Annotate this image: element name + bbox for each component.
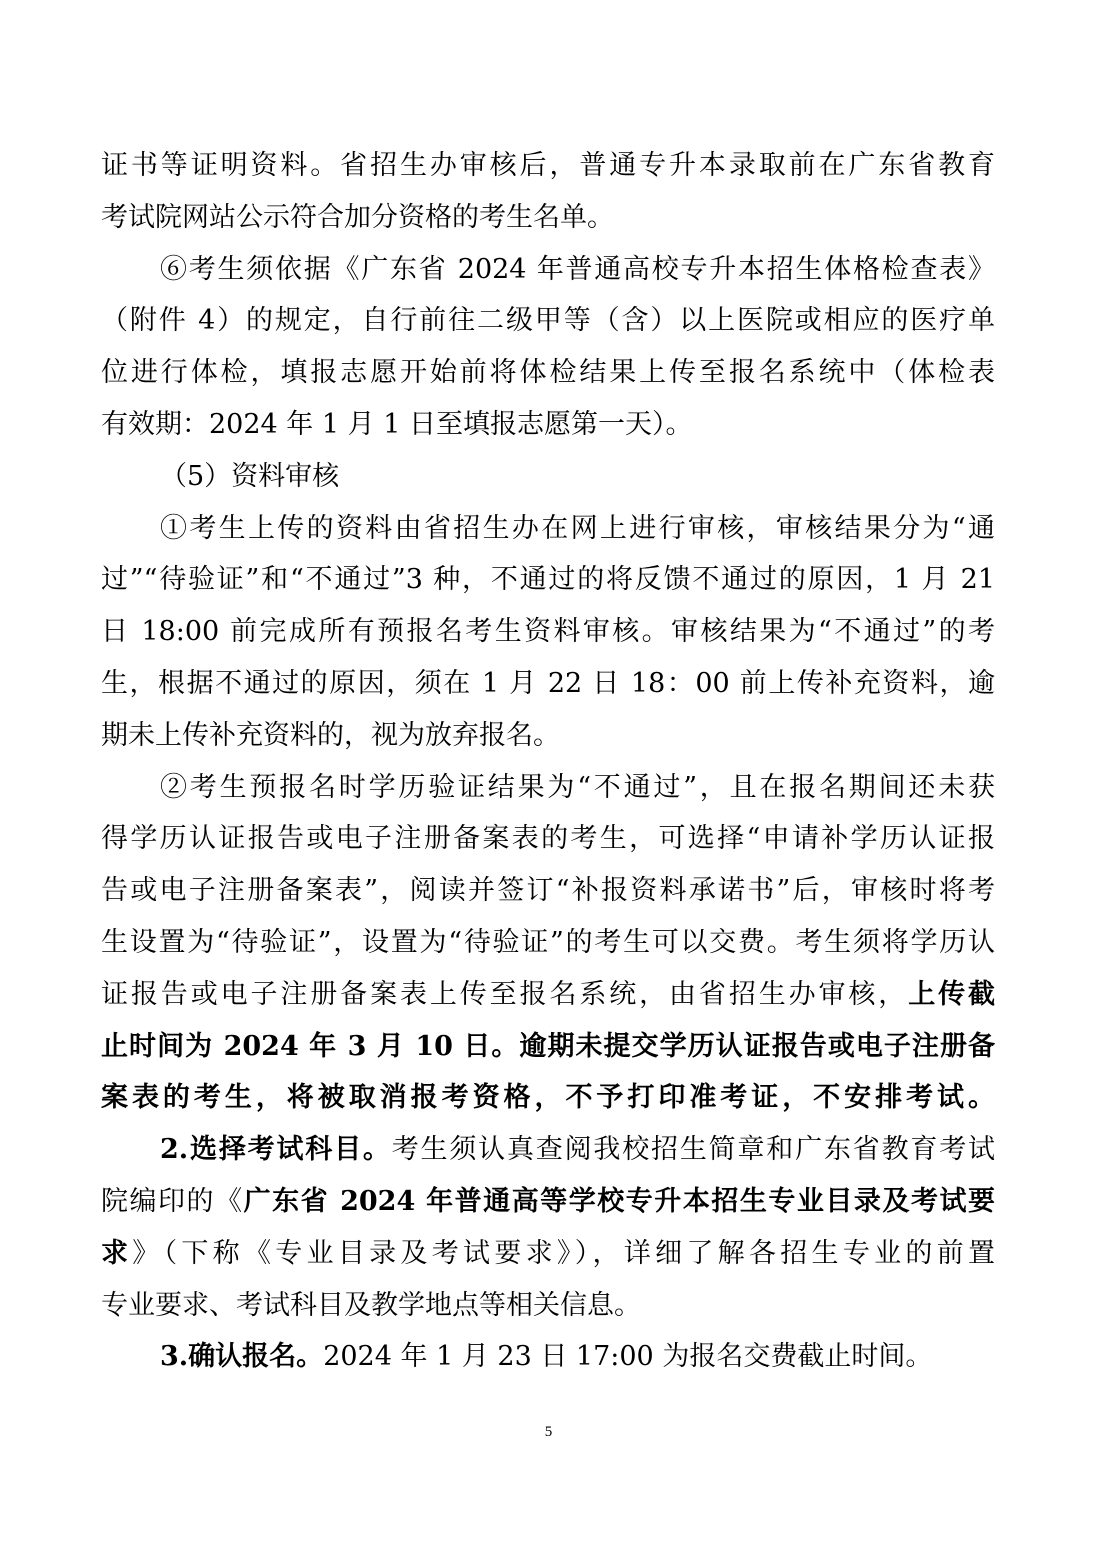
text-line (101, 1228, 995, 1280)
text-line (101, 140, 995, 192)
text-line (101, 762, 995, 814)
document-body (101, 140, 995, 1383)
text-segment: 》（下称《专业目录及考试要求》），详细了解各招生专业的前置 (132, 1237, 996, 1269)
bold-text-segment: 求 (101, 1237, 133, 1269)
text-segment: 院编印的《 (101, 1185, 244, 1217)
text-segment: 考试院网站公示符合加分资格的考生名单。 (101, 201, 614, 233)
bold-text-segment: 广东省 2024 年普通高等学校专升本招生专业目录及考试要 (243, 1185, 996, 1217)
text-line (101, 606, 995, 658)
text-line (101, 295, 995, 347)
text-segment: 证报告或电子注册备案表上传至报名系统，由省招生办审核， (101, 978, 909, 1010)
bold-text-segment: 案表的考生，将被取消报考资格，不予打印准考证，不安排考试。 (101, 1082, 995, 1114)
text-line (101, 1072, 995, 1124)
text-segment: 得学历认证报告或电子注册备案表的考生，可选择“申请补学历认证报 (101, 823, 995, 855)
text-line (101, 347, 995, 399)
text-segment: （5）资料审核 (160, 460, 340, 492)
text-line (101, 1176, 995, 1228)
bold-text-segment: 止时间为 2024 年 3 月 10 日。逾期未提交学历认证报告或电子注册备 (101, 1030, 995, 1062)
text-line (101, 658, 995, 710)
text-segment: 专业要求、考试科目及教学地点等相关信息。 (101, 1289, 641, 1321)
text-segment: （附件 4）的规定，自行前往二级甲等（含）以上医院或相应的医疗单 (101, 305, 995, 337)
text-segment: ②考生预报名时学历验证结果为“不通过”，且在报名期间还未获 (160, 771, 995, 803)
text-segment: 生，根据不通过的原因，须在 1 月 22 日 18：00 前上传补充资料，逾 (101, 667, 995, 699)
bold-text-segment: 上传截 (908, 978, 996, 1010)
text-segment: ⑥考生须依据《广东省 2024 年普通高校专升本招生体格检查表》 (160, 253, 995, 285)
page-number: 5 (544, 1424, 553, 1440)
text-line (101, 710, 995, 762)
text-line (101, 554, 995, 606)
bold-text-segment: 2.选择考试科目。 (160, 1134, 392, 1166)
text-line (101, 917, 995, 969)
text-line (101, 1124, 995, 1176)
text-line (101, 503, 995, 555)
text-segment: 有效期：2024 年 1 月 1 日至填报志愿第一天）。 (101, 408, 693, 440)
text-segment: 告或电子注册备案表”，阅读并签订“补报资料承诺书”后，审核时将考 (101, 875, 995, 907)
text-line (101, 244, 995, 296)
text-line (101, 1331, 995, 1383)
text-line (101, 1021, 995, 1073)
text-line (101, 399, 995, 451)
text-segment: 证书等证明资料。省招生办审核后，普通专升本录取前在广东省教育 (101, 150, 995, 181)
text-line (101, 969, 995, 1021)
text-segment: 期未上传补充资料的，视为放弃报名。 (101, 719, 560, 751)
text-line (101, 451, 995, 503)
text-segment: 考生须认真查阅我校招生简章和广东省教育考试 (391, 1134, 996, 1166)
text-line (101, 813, 995, 865)
bold-text-segment: 3.确认报名。 (160, 1341, 324, 1373)
text-segment: 2024 年 1 月 23 日 17:00 为报名交费截止时间。 (323, 1341, 933, 1373)
text-segment: 日 18:00 前完成所有预报名考生资料审核。审核结果为“不通过”的考 (101, 616, 995, 648)
text-segment: 生设置为“待验证”，设置为“待验证”的考生可以交费。考生须将学历认 (101, 926, 995, 958)
text-segment: 位进行体检，填报志愿开始前将体检结果上传至报名系统中（体检表 (101, 357, 995, 389)
text-line (101, 1280, 995, 1332)
text-line (101, 865, 995, 917)
text-line (101, 192, 995, 244)
text-segment: 过”“待验证”和“不通过”3 种，不通过的将反馈不通过的原因，1 月 21 (101, 564, 995, 596)
text-segment: ①考生上传的资料由省招生办在网上进行审核，审核结果分为“通 (160, 512, 995, 544)
